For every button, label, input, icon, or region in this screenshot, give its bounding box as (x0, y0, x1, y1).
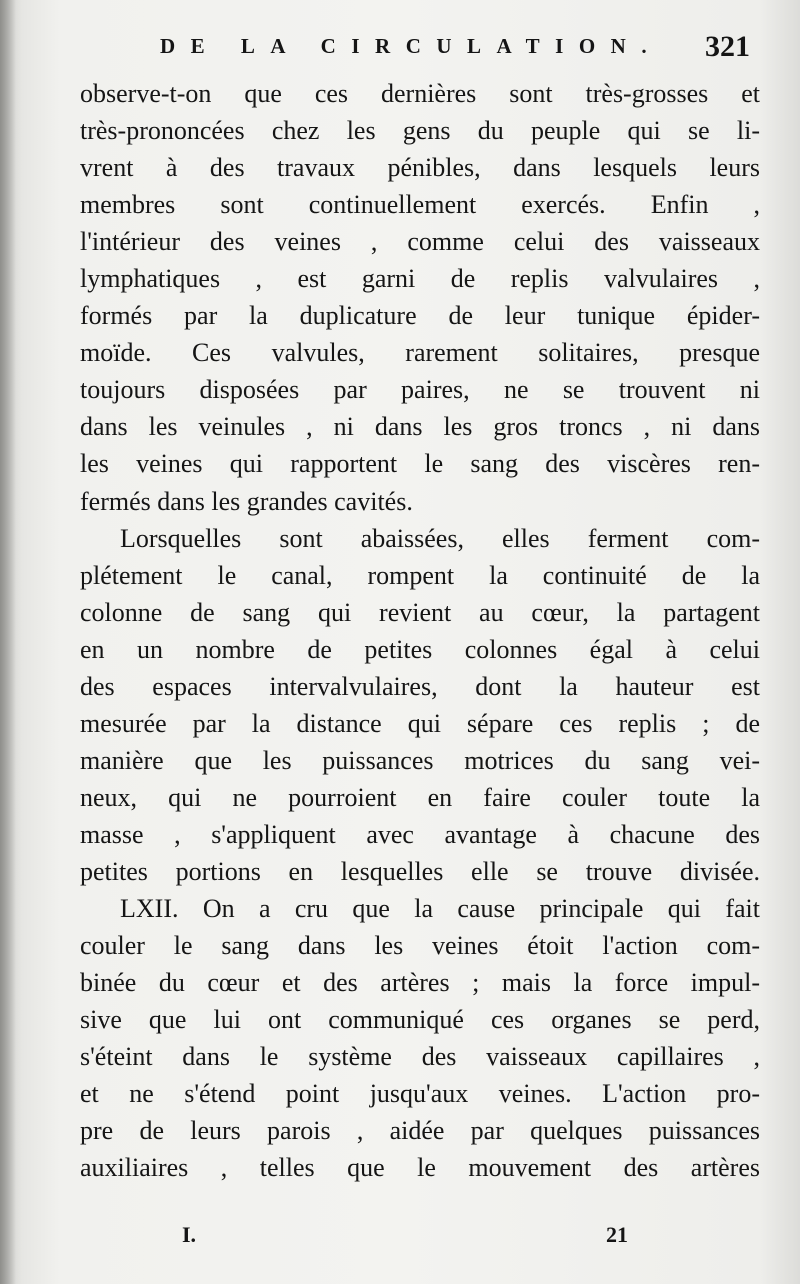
text-line: neux, qui ne pourroient en faire couler toute la (80, 782, 760, 812)
text-line: manière que les puissances motrices du sang vei- (80, 745, 760, 775)
text-line: plétement le canal, rompent la continuité de la (80, 560, 760, 590)
text-line: auxiliaires , telles que le mouvement des artères (80, 1153, 760, 1183)
sheet-number: 21 (606, 1222, 628, 1247)
body-text (80, 75, 760, 1186)
text-line: masse , s'appliquent avec avantage à chacune des (80, 819, 760, 849)
text-line: colonne de sang qui revient au cœur, la partagent (80, 597, 760, 627)
text-line: formés par la duplicature de leur tunique épider- (80, 301, 760, 331)
text-line: et ne s'étend point jusqu'aux veines. L'action pro- (80, 1079, 760, 1109)
text-line: Lorsquelles sont abaissées, elles ferment com- (120, 523, 760, 553)
text-line: des espaces intervalvulaires, dont la hauteur est (80, 671, 760, 701)
running-head (160, 30, 760, 66)
text-line: couler le sang dans les veines étoit l'action com- (80, 931, 760, 961)
text-line: LXII. On a cru que la cause principale qui fait (120, 894, 760, 924)
text-line: toujours disposées par paires, ne se trouvent ni (80, 375, 760, 405)
text-line: petites portions en lesquelles elle se trouve divisée. (80, 856, 760, 886)
text-line: l'intérieur des veines , comme celui des vaisseaux (80, 227, 760, 257)
page-footer (0, 1222, 800, 1262)
text-line: vrent à des travaux pénibles, dans lesquels leurs (80, 153, 760, 183)
text-line: mesurée par la distance qui sépare ces replis ; de (80, 708, 760, 738)
text-line: moïde. Ces valvules, rarement solitaires, presque (80, 338, 760, 368)
text-line: binée du cœur et des artères ; mais la force impul- (80, 968, 760, 998)
text-line: lymphatiques , est garni de replis valvulaires , (80, 264, 760, 294)
signature-mark: I. (182, 1222, 197, 1247)
text-line: sive que lui ont communiqué ces organes se perd, (80, 1005, 760, 1035)
text-line: observe-t-on que ces dernières sont très-grosses et (80, 79, 760, 108)
text-line: les veines qui rapportent le sang des viscères ren- (80, 449, 760, 479)
text-line: fermés dans les grandes cavités. (80, 486, 413, 516)
running-title: DE LA CIRCULATION. (160, 34, 663, 58)
text-line: en un nombre de petites colonnes égal à celui (80, 634, 760, 664)
text-line: très-prononcées chez les gens du peuple qui se li- (80, 116, 760, 146)
text-line: pre de leurs parois , aidée par quelques puissances (80, 1116, 760, 1146)
page-edge-shadow (0, 0, 16, 1284)
text-line: dans les veinules , ni dans les gros troncs , ni dans (80, 412, 760, 442)
page-number: 321 (705, 30, 750, 63)
text-line: s'éteint dans le système des vaisseaux capillaires , (80, 1042, 760, 1072)
text-line: membres sont continuellement exercés. Enfin , (80, 190, 760, 220)
